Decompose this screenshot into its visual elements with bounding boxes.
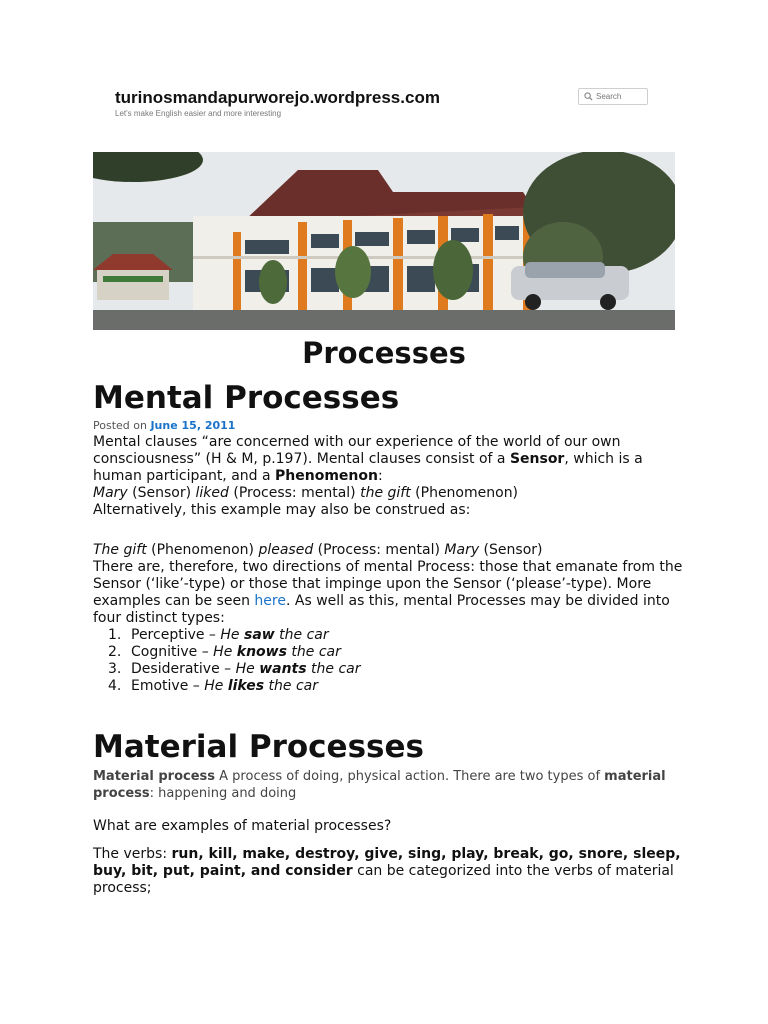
site-title[interactable]: turinosmandapurworejo.wordpress.com xyxy=(115,88,440,107)
material-verbs-paragraph xyxy=(93,846,683,897)
list-number: 4. xyxy=(108,678,122,694)
type-verb: saw xyxy=(243,627,275,643)
material-processes-heading: Material Processes xyxy=(93,729,424,765)
ex1-t4: (Process: mental) xyxy=(228,485,361,501)
type-verb: wants xyxy=(259,661,307,677)
list-item xyxy=(93,661,360,678)
search-box[interactable] xyxy=(578,88,648,105)
type-subject: He xyxy=(220,627,244,643)
alternatively-text: Alternatively, this example may also be construed as: xyxy=(93,502,471,518)
def-text-2: : happening and doing xyxy=(149,786,297,801)
site-header xyxy=(93,86,675,136)
header-image xyxy=(93,152,675,330)
here-link[interactable]: here xyxy=(254,593,286,609)
list-number: 1. xyxy=(108,627,122,643)
example-liked xyxy=(93,485,693,502)
ex1-t6: (Phenomenon) xyxy=(410,485,519,501)
phenomenon-term: Phenomenon xyxy=(275,468,378,484)
material-definition xyxy=(93,768,693,802)
sensor-term: Sensor xyxy=(509,451,565,467)
material-question: What are examples of material processes? xyxy=(93,818,392,834)
ex1-t2: (Sensor) xyxy=(127,485,196,501)
ex2-t6: (Sensor) xyxy=(479,542,543,558)
document-title: Processes xyxy=(302,336,466,370)
school-building-photo xyxy=(93,152,675,330)
type-name: Perceptive – xyxy=(131,627,221,643)
ex2-t2: (Phenomenon) xyxy=(146,542,259,558)
list-item xyxy=(93,644,360,661)
type-subject: He xyxy=(235,661,260,677)
example-pleased xyxy=(93,542,693,559)
verbs-prefix: The verbs: xyxy=(93,846,172,862)
list-number: 2. xyxy=(108,644,122,660)
type-name: Desiderative – xyxy=(131,661,236,677)
post-meta xyxy=(93,419,235,432)
list-item xyxy=(93,627,360,644)
search-input[interactable] xyxy=(596,89,646,104)
list-number: 3. xyxy=(108,661,122,677)
mental-intro xyxy=(93,434,693,485)
ex1-t1: Mary xyxy=(93,485,128,501)
type-object: the car xyxy=(286,644,341,660)
search-icon xyxy=(584,92,593,101)
type-object: the car xyxy=(306,661,361,677)
verbs-list: run, kill, make, destroy, give, sing, play, break, go, snore, sleep, buy, bit, put, paint, and consider xyxy=(93,846,681,879)
mental-processes-heading: Mental Processes xyxy=(93,380,400,416)
ex1-t3: liked xyxy=(195,485,229,501)
ex2-t4: (Process: mental) xyxy=(313,542,445,558)
site-description: Let's make English easier and more interesting xyxy=(115,109,282,118)
ex2-t5: Mary xyxy=(444,542,480,558)
type-verb: knows xyxy=(236,644,287,660)
type-object: the car xyxy=(264,678,318,694)
type-name: Emotive – xyxy=(131,678,205,694)
def-bold-2: material process xyxy=(93,769,666,801)
list-item xyxy=(93,678,360,695)
ex2-t3: pleased xyxy=(258,542,314,558)
def-bold-1: Material process xyxy=(93,769,216,784)
directions-text-1: There are, therefore, two directions of mental Process: those that emanate from the Sensor (‘like’-type) or those that impinge upon the Sensor (‘please’-type). More examples can be seen xyxy=(93,559,683,609)
def-text-1: A process of doing, physical action. There are two types of xyxy=(215,769,605,784)
mental-types-list xyxy=(93,627,360,695)
intro-text-3: : xyxy=(377,468,383,484)
type-object: the car xyxy=(274,627,329,643)
intro-text-1: Mental clauses “are concerned with our experience of the world of our own consciousness” (H & M, p.197). Mental clauses consist of a xyxy=(93,434,621,467)
posted-date-link[interactable]: June 15, 2011 xyxy=(150,419,236,432)
intro-text-2: , which is a human participant, and a xyxy=(93,451,643,484)
type-verb: likes xyxy=(227,678,265,694)
directions-text-2: . As well as this, mental Processes may be divided into four distinct types: xyxy=(93,593,670,626)
type-name: Cognitive – xyxy=(131,644,214,660)
posted-prefix: Posted on xyxy=(93,419,147,432)
type-subject: He xyxy=(204,678,228,694)
ex2-t1: The gift xyxy=(93,542,147,558)
directions-paragraph xyxy=(93,559,693,627)
ex1-t5: the gift xyxy=(360,485,411,501)
type-subject: He xyxy=(213,644,237,660)
verbs-suffix: can be categorized into the verbs of material process; xyxy=(93,863,674,896)
